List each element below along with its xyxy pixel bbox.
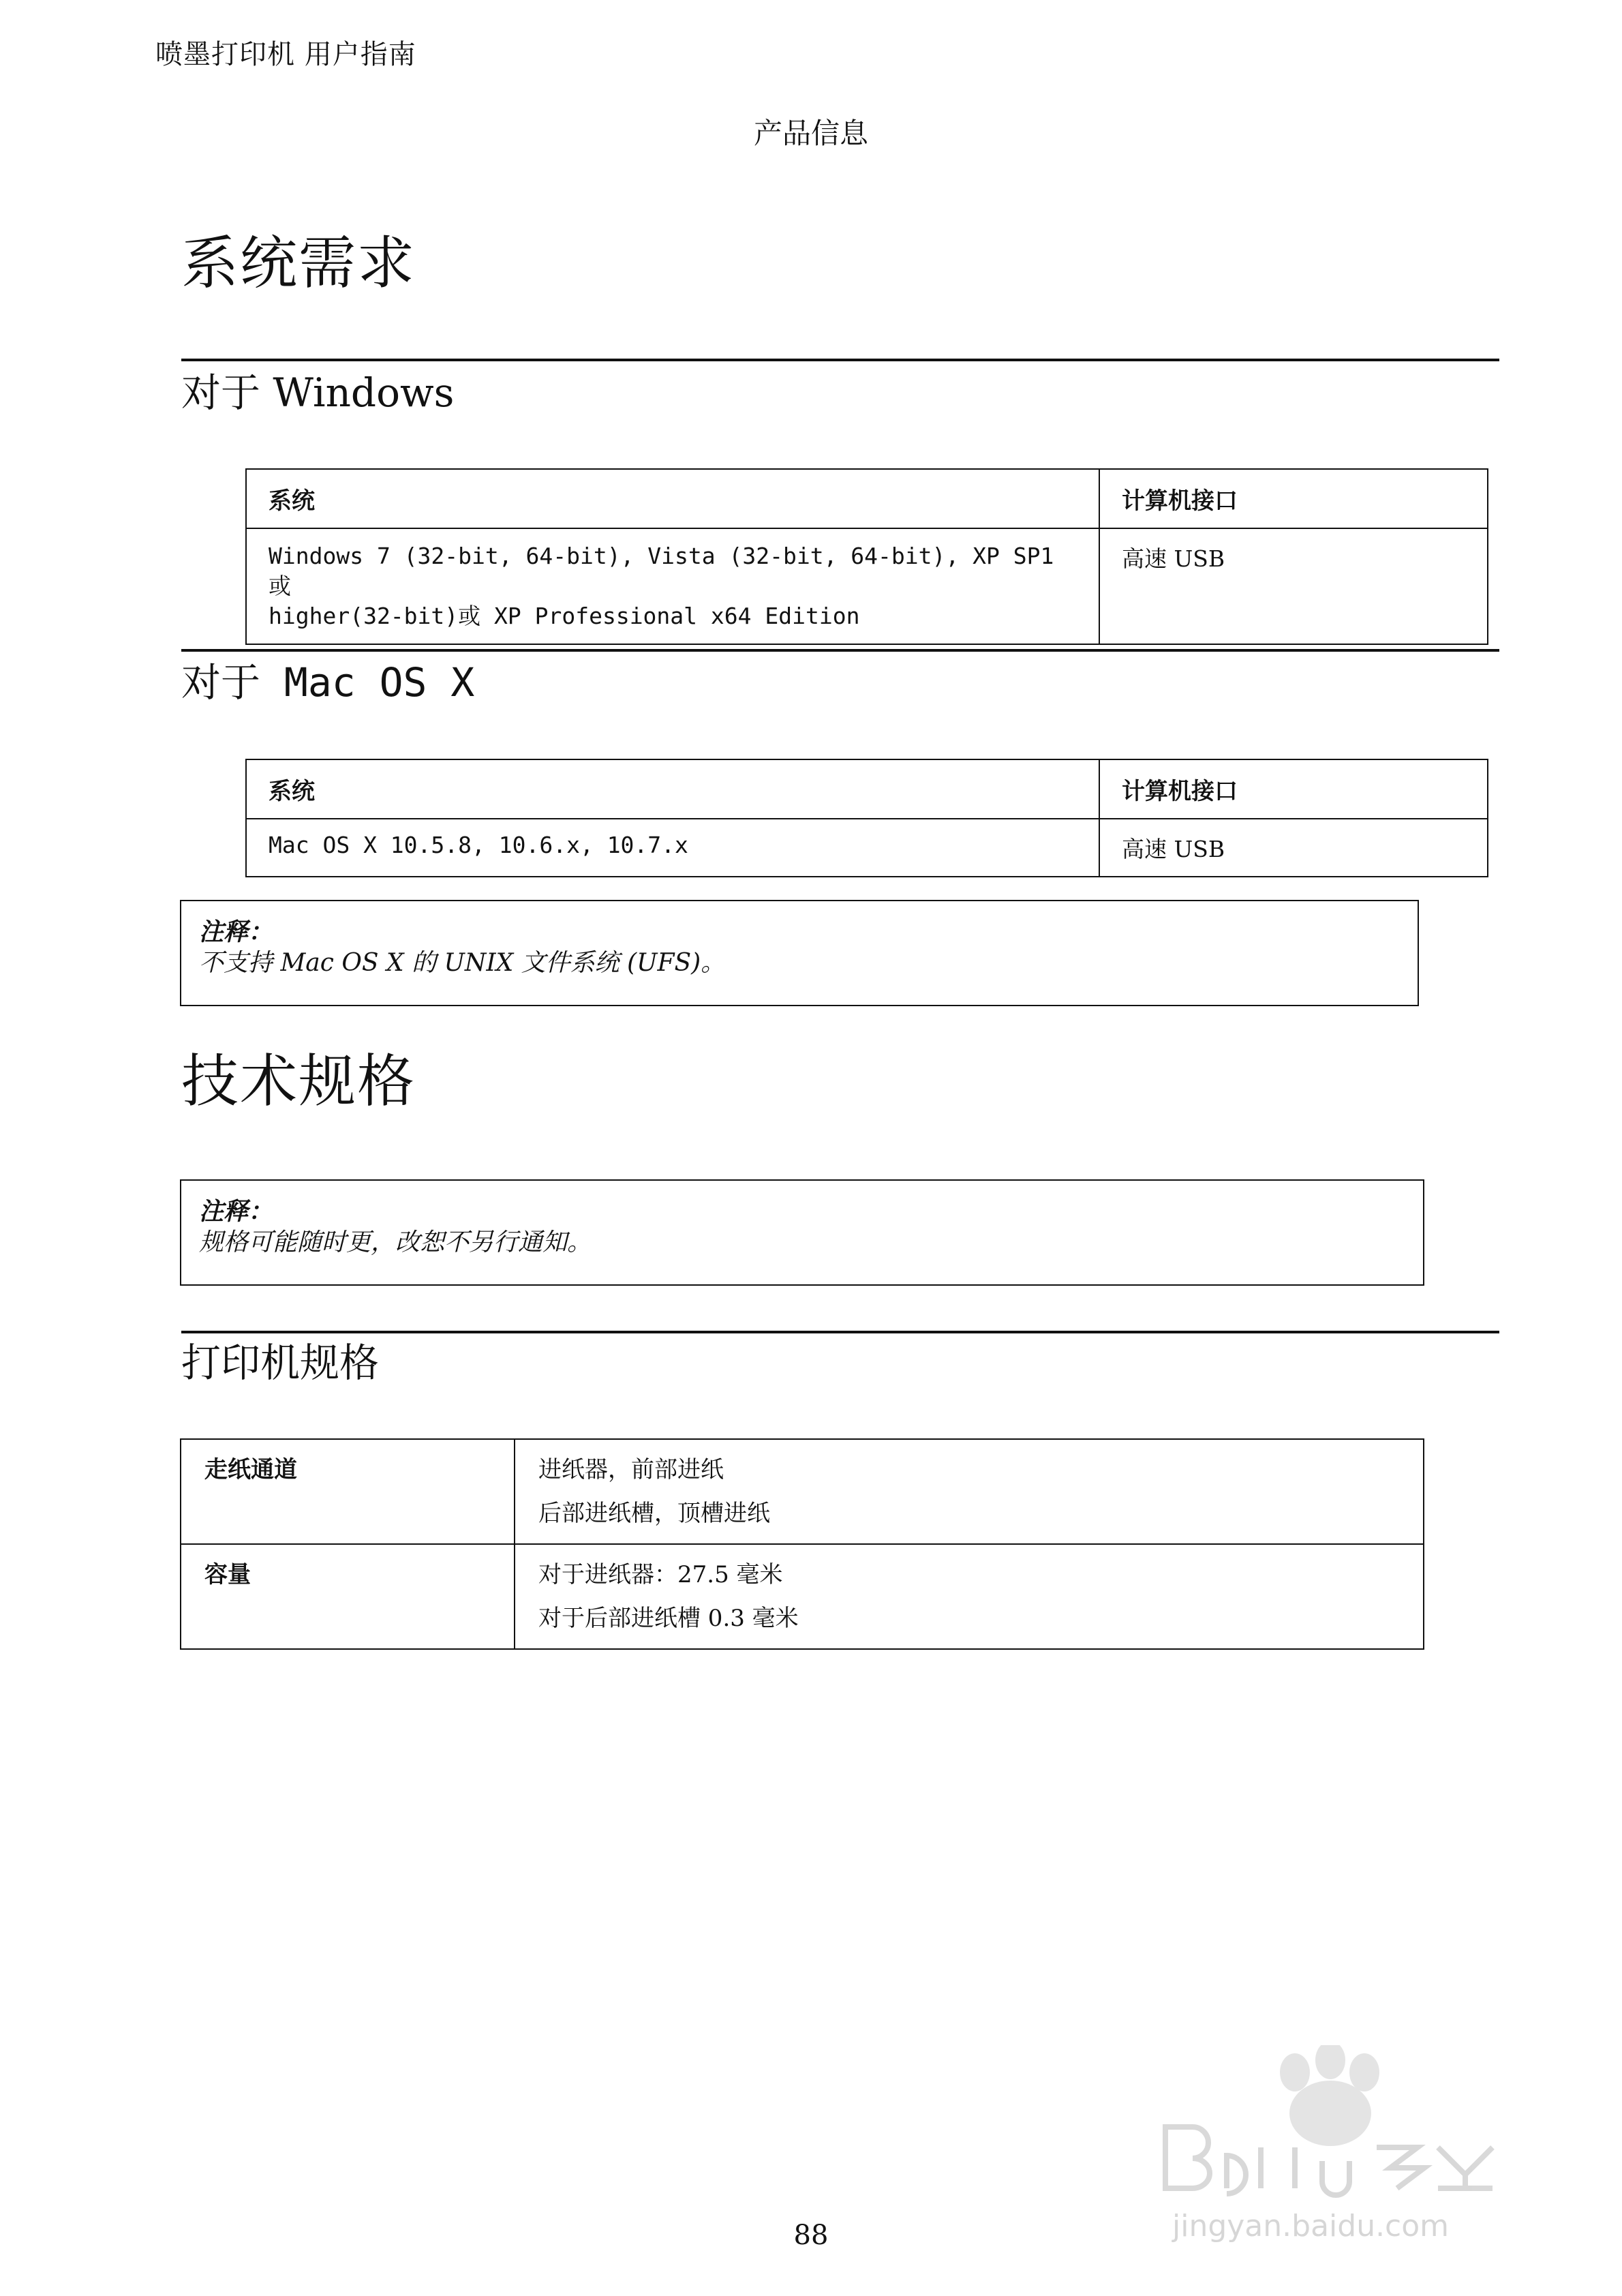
column-header-system: 系统 xyxy=(246,759,1099,819)
spec-value: 对于进纸器：27.5 毫米 对于后部进纸槽 0.3 毫米 xyxy=(515,1544,1424,1649)
divider xyxy=(181,359,1499,361)
baidu-jingyan-watermark xyxy=(1152,2045,1533,2250)
note-text: 不支持 Mac OS X 的 UNIX 文件系统 (UFS)。 xyxy=(199,949,726,977)
table-row xyxy=(246,528,1488,644)
column-header-system: 系统 xyxy=(246,469,1099,528)
windows-requirements-table xyxy=(245,468,1488,645)
heading-windows: 对于 Windows xyxy=(181,369,455,416)
cell-interface: 高速 USB xyxy=(1099,528,1488,644)
note-label: 注释： xyxy=(199,918,273,946)
divider xyxy=(181,1331,1499,1333)
note-label: 注释： xyxy=(199,1197,273,1226)
table-row xyxy=(181,1439,1424,1544)
cell-interface: 高速 USB xyxy=(1099,819,1488,877)
note-text: 规格可能随时更，改恕不另行通知。 xyxy=(199,1228,592,1256)
divider xyxy=(181,649,1499,652)
heading-mac: 对于 Mac OS X xyxy=(181,659,475,706)
column-header-interface: 计算机接口 xyxy=(1099,469,1488,528)
section-title-system-requirements: 系统需求 xyxy=(181,230,416,297)
running-header: 喷墨打印机 用户指南 xyxy=(155,39,416,70)
table-row xyxy=(246,819,1488,877)
svg-text:jingyan.baidu.com: jingyan.baidu.com xyxy=(1172,2209,1450,2244)
cell-system: Mac OS X 10.5.8, 10.6.x, 10.7.x xyxy=(246,819,1099,877)
note-box-specs xyxy=(180,1179,1424,1286)
chapter-title: 产品信息 xyxy=(753,117,868,150)
table-row xyxy=(181,1544,1424,1649)
section-title-tech-specs: 技术规格 xyxy=(181,1048,416,1115)
printer-spec-table xyxy=(180,1438,1424,1650)
mac-requirements-table xyxy=(245,759,1488,877)
spec-value: 进纸器，前部进纸 后部进纸槽，顶槽进纸 xyxy=(515,1439,1424,1544)
heading-printer-specs: 打印机规格 xyxy=(181,1340,380,1386)
note-box-ufs xyxy=(180,900,1419,1006)
spec-key: 走纸通道 xyxy=(181,1439,515,1544)
spec-key: 容量 xyxy=(181,1544,515,1649)
cell-system: Windows 7 (32-bit, 64-bit), Vista (32-bit, 64-bit), XP SP1 或 higher(32-bit)或 XP Professional x64 Edition xyxy=(246,528,1099,644)
column-header-interface: 计算机接口 xyxy=(1099,759,1488,819)
page-number: 88 xyxy=(793,2220,829,2251)
